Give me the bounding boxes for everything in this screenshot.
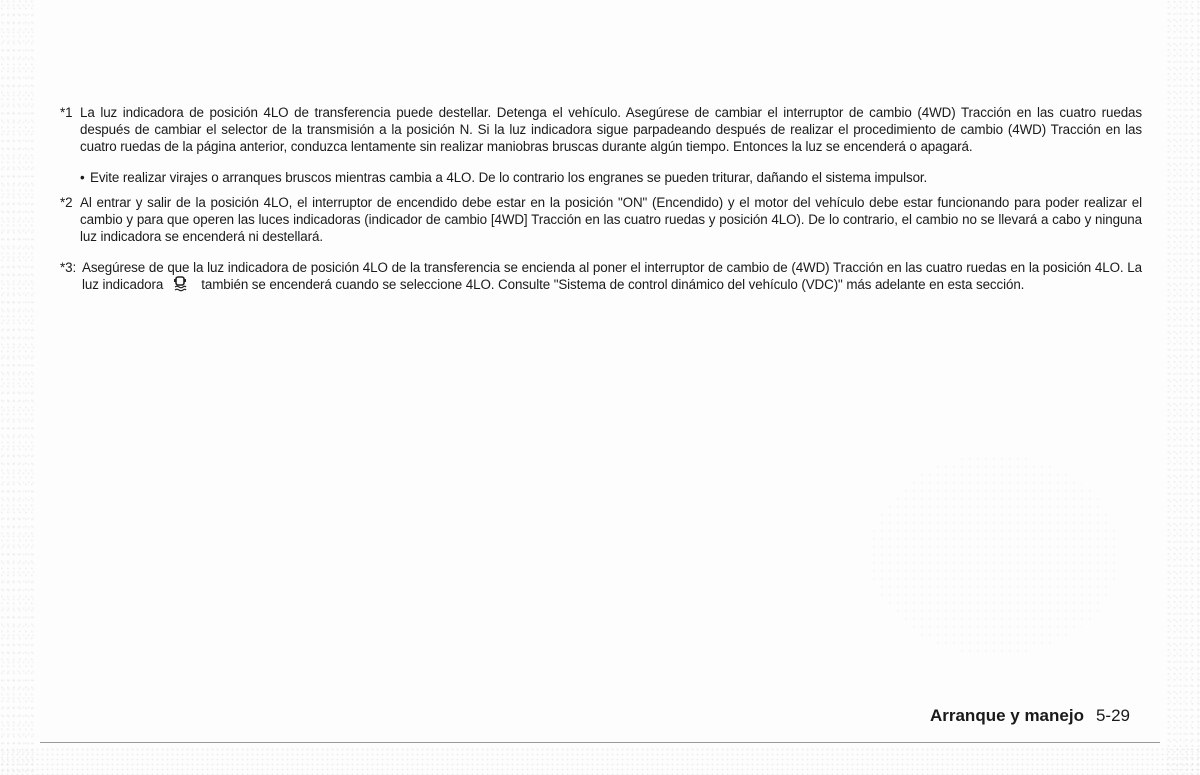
scan-edge-left <box>0 0 34 775</box>
page-footer <box>930 706 1130 726</box>
note-2 <box>60 194 1142 245</box>
note-2-text: Al entrar y salir de la posición 4LO, el interruptor de encendido debe estar en la posición "ON" (Encendido) y el motor del vehículo debe estar funcionando para poder realizar el cambio y para que operen las luces indicadoras (indicador de cambio [4WD] Tracción en las cuatro ruedas y posición 4LO). De lo contrario, el cambio no se llevará a cabo y ninguna luz indicadora se encenderá ni destellará. <box>80 195 1142 244</box>
note-1-marker: *1 <box>60 105 73 120</box>
vdc-skid-icon <box>173 276 187 292</box>
note-3-text-after: también se encenderá cuando se seleccione 4LO. Consulte "Sistema de control dinámico del vehículo (VDC)" más adelante en esta sección. <box>201 277 1025 292</box>
bottom-divider <box>40 742 1160 743</box>
note-1 <box>60 104 1142 155</box>
notes-section <box>60 104 1142 293</box>
scan-speckle <box>870 455 1120 655</box>
scan-edge-bottom <box>0 747 1200 775</box>
note-1-text: La luz indicadora de posición 4LO de transferencia puede destellar. Detenga el vehículo. Asegúrese de cambiar el interruptor de cambio (4WD) Tracción en las cuatro ruedas después de cambiar el selector de la transmisión a la posición N. Si la luz indicadora sigue parpadeando después de realizar el procedimiento de cambio (4WD) Tracción en las cuatro ruedas de la página anterior, conduzca lentamente sin realizar maniobras bruscas durante algún tiempo. Entonces la luz se encenderá o apagará. <box>80 105 1142 154</box>
note-bullet <box>60 169 1142 186</box>
bullet-marker: • <box>80 170 85 185</box>
note-3-text-before: Asegúrese de que la luz indicadora de posición 4LO de la transferencia se encienda al poner el interruptor de cambio de (4WD) Tracción en las cuatro ruedas en la posición 4LO. La luz indicadora <box>82 260 1142 292</box>
bullet-text: Evite realizar virajes o arranques bruscos mientras cambia a 4LO. De lo contrario los engranes se pueden triturar, dañando el sistema impulsor. <box>90 170 928 185</box>
footer-page-number: 5-29 <box>1095 706 1130 725</box>
note-2-marker: *2 <box>60 195 73 210</box>
footer-section-title: Arranque y manejo <box>929 706 1084 725</box>
scan-edge-right <box>1166 0 1200 775</box>
note-3 <box>60 259 1142 293</box>
note-3-marker: *3: <box>60 260 77 275</box>
